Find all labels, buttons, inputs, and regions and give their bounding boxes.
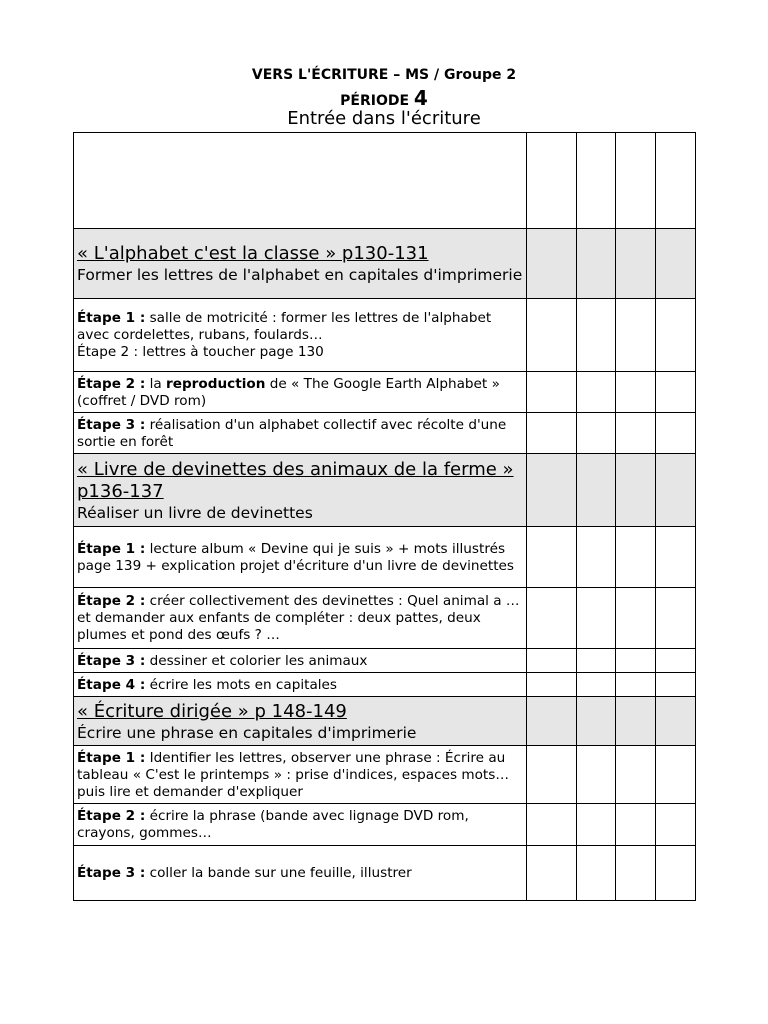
- check-cell: [656, 229, 696, 299]
- step-row: [74, 527, 696, 588]
- section-title: « Écriture dirigée » p 148-149: [77, 700, 347, 722]
- section-subtitle: Réaliser un livre de devinettes: [77, 503, 313, 522]
- check-cell: [577, 229, 616, 299]
- step-cell: [74, 804, 527, 846]
- step-row: [74, 846, 696, 901]
- check-cell: [527, 527, 577, 588]
- check-cell: [577, 527, 616, 588]
- check-cell: [616, 527, 656, 588]
- step-cell: [74, 413, 527, 454]
- check-cell: [616, 804, 656, 846]
- check-cell: [616, 229, 656, 299]
- step-label: Étape 2 :: [77, 808, 146, 824]
- check-cell: [616, 454, 656, 527]
- section-subtitle: Former les lettres de l'alphabet en capitales d'imprimerie: [77, 266, 523, 284]
- check-cell: [656, 299, 696, 372]
- check-cell: [527, 133, 577, 229]
- step-row: [74, 299, 696, 372]
- check-cell: [616, 299, 656, 372]
- section-cell: [74, 697, 527, 746]
- check-cell: [656, 133, 696, 229]
- step-text: écrire les mots en capitales: [145, 676, 338, 693]
- step-cell: [74, 649, 527, 673]
- check-cell: [527, 673, 577, 697]
- section-title: « L'alphabet c'est la classe » p130-131: [77, 243, 429, 264]
- step-row: [74, 649, 696, 673]
- check-cell: [527, 372, 577, 413]
- step-extra: Étape 2 : lettres à toucher page 130: [77, 344, 324, 360]
- step-cell: [74, 299, 527, 372]
- section-title: « Livre de devinettes des animaux de la ferme » p136-137: [77, 458, 514, 502]
- check-cell: [577, 697, 616, 746]
- check-cell: [616, 673, 656, 697]
- check-cell: [656, 846, 696, 901]
- step-row: [74, 673, 696, 697]
- step-text: créer collectivement des devinettes : Quel animal a … et demander aux enfants de compléter : deux pattes, deux plumes et pond des œufs ? …: [77, 593, 520, 643]
- check-cell: [527, 299, 577, 372]
- check-cell: [577, 746, 616, 804]
- check-cell: [616, 588, 656, 649]
- check-cell: [527, 846, 577, 901]
- step-label: Étape 1 :: [77, 749, 146, 766]
- section-subtitle: Écrire une phrase en capitales d'imprimerie: [77, 723, 417, 742]
- step-row: [74, 372, 696, 413]
- check-cell: [656, 649, 696, 673]
- check-cell: [656, 697, 696, 746]
- step-cell: [74, 372, 527, 413]
- step-row: [74, 746, 696, 804]
- step-text: coller la bande sur une feuille, illustrer: [145, 865, 412, 881]
- check-cell: [656, 673, 696, 697]
- step-bold-text: reproduction: [166, 375, 266, 392]
- period-number: 4: [413, 86, 428, 110]
- step-text-continued: de « The Google Earth Alphabet » (coffret / DVD rom): [77, 375, 500, 409]
- section-cell: [74, 229, 527, 299]
- section-cell: [74, 454, 527, 527]
- check-cell: [527, 697, 577, 746]
- empty-header-cell: [74, 133, 527, 229]
- step-cell: [74, 673, 527, 697]
- header-line-2: [0, 86, 768, 110]
- check-cell: [656, 804, 696, 846]
- step-label: Étape 2 :: [77, 375, 146, 392]
- check-cell: [577, 649, 616, 673]
- check-cell: [656, 527, 696, 588]
- step-label: Étape 3 :: [77, 416, 146, 433]
- step-row: [74, 588, 696, 649]
- step-text: réalisation d'un alphabet collectif avec récolte d'une sortie en forêt: [77, 416, 507, 450]
- step-text: lecture album « Devine qui je suis » + mots illustrés page 139 + explication projet d'écriture d'un livre de devinettes: [77, 540, 514, 574]
- check-cell: [616, 697, 656, 746]
- check-cell: [577, 454, 616, 527]
- section-row: [74, 697, 696, 746]
- step-label: Étape 1 :: [77, 540, 146, 557]
- step-row: [74, 804, 696, 846]
- check-cell: [656, 454, 696, 527]
- check-cell: [527, 804, 577, 846]
- check-cell: [527, 229, 577, 299]
- header-line-1: VERS L'ÉCRITURE – MS / Groupe 2: [251, 67, 517, 83]
- step-text: écrire la phrase (bande avec lignage DVD rom, crayons, gommes…: [77, 808, 469, 841]
- step-text: dessiner et colorier les animaux: [145, 652, 368, 669]
- check-cell: [616, 372, 656, 413]
- page-title: Entrée dans l'écriture: [287, 108, 481, 129]
- step-text: salle de motricité : former les lettres de l'alphabet avec cordelettes, rubans, foulards…: [77, 310, 492, 343]
- check-cell: [527, 413, 577, 454]
- step-label: Étape 3 :: [77, 865, 146, 881]
- check-cell: [616, 133, 656, 229]
- check-cell: [577, 588, 616, 649]
- step-cell: [74, 746, 527, 804]
- planning-table: [73, 132, 696, 901]
- section-row: [74, 454, 696, 527]
- step-label: Étape 4 :: [77, 676, 146, 693]
- check-cell: [577, 413, 616, 454]
- check-cell: [616, 846, 656, 901]
- check-cell: [656, 588, 696, 649]
- check-cell: [616, 413, 656, 454]
- step-text: Identifier les lettres, observer une phrase : Écrire au tableau « C'est le printemps » : prise d'indices, espaces mots… puis lire et demander d'expliquer: [77, 749, 509, 800]
- check-cell: [577, 673, 616, 697]
- check-cell: [527, 454, 577, 527]
- section-row: [74, 229, 696, 299]
- step-row: [74, 413, 696, 454]
- step-label: Étape 3 :: [77, 652, 146, 669]
- check-cell: [527, 649, 577, 673]
- check-cell: [527, 588, 577, 649]
- check-cell: [527, 746, 577, 804]
- step-label: Étape 1 :: [77, 310, 146, 326]
- step-cell: [74, 588, 527, 649]
- check-cell: [656, 746, 696, 804]
- check-cell: [577, 372, 616, 413]
- step-label: Étape 2 :: [77, 593, 146, 609]
- step-cell: [74, 846, 527, 901]
- check-cell: [577, 299, 616, 372]
- table-header-row: [74, 133, 696, 229]
- step-text: la: [145, 375, 167, 392]
- check-cell: [656, 372, 696, 413]
- step-cell: [74, 527, 527, 588]
- check-cell: [577, 804, 616, 846]
- check-cell: [656, 413, 696, 454]
- check-cell: [616, 746, 656, 804]
- check-cell: [577, 846, 616, 901]
- check-cell: [616, 649, 656, 673]
- period-label: PÉRIODE: [340, 93, 414, 109]
- check-cell: [577, 133, 616, 229]
